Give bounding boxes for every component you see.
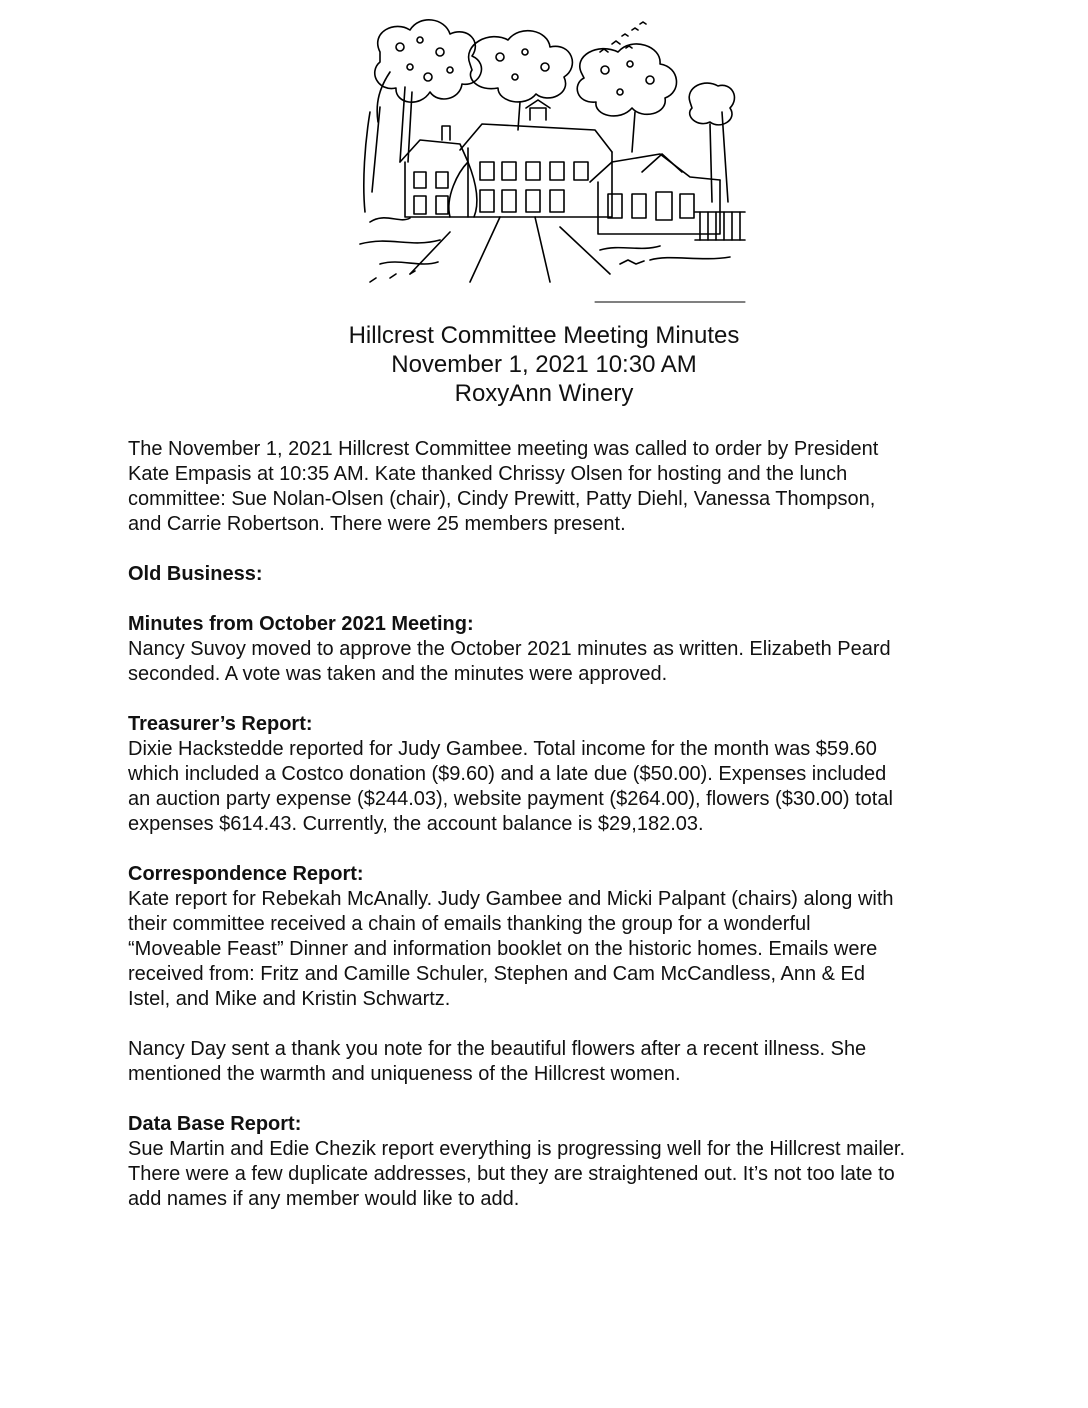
database-body: Sue Martin and Edie Chezik report everything is progressing well for the Hillcrest mailer. There were a few duplicate addresses, but they are straightened out. It’s not too late to add names if any member would like to add. — [128, 1138, 906, 1210]
minutes-section-heading: Minutes from October 2021 Meeting: — [128, 613, 474, 635]
minutes-section-body: Nancy Suvoy moved to approve the October 2021 minutes as written. Elizabeth Peard seconded. A vote was taken and the minutes were approved. — [128, 638, 891, 685]
meeting-date-time: November 1, 2021 10:30 AM — [391, 351, 697, 378]
old-business-heading: Old Business: — [128, 563, 263, 585]
database-heading: Data Base Report: — [128, 1113, 302, 1135]
correspondence-body: Kate report for Rebekah McAnally. Judy Gambee and Micki Palpant (chairs) along with their committee received a chain of emails thanking the group for a wonderful “Moveable Feast” Dinner and information booklet on the historic homes. Emails were received from: Fritz and Camille Schuler, Stephen and Cam McCandless, Ann & Ed Istel, and Mike and Kristin Schwartz. — [128, 888, 894, 1010]
minutes-body — [128, 437, 978, 1212]
correspondence-heading: Correspondence Report: — [128, 863, 364, 885]
title-block — [0, 321, 1088, 408]
intro-paragraph: The November 1, 2021 Hillcrest Committee meeting was called to order by President Kate Empasis at 10:35 AM. Kate thanked Chrissy Olsen for hosting and the lunch committee: Sue Nolan-Olsen (chair), Cindy Prewitt, Patty Diehl, Vanessa Thompson, and Carrie Robertson. There were 25 members present. — [128, 438, 879, 535]
treasurer-body: Dixie Hackstedde reported for Judy Gambee. Total income for the month was $59.60 which included a Costco donation ($9.60) and a late due ($50.00). Expenses included an auction party expense ($244.03), website payment ($264.00), flowers ($30.00) total expenses $614.43. Currently, the account balance is $29,182.03. — [128, 738, 893, 835]
hillcrest-house-illustration — [350, 12, 750, 304]
meeting-location: RoxyAnn Winery — [454, 380, 634, 407]
treasurer-heading: Treasurer’s Report: — [128, 713, 313, 735]
correspondence-body-2: Nancy Day sent a thank you note for the beautiful flowers after a recent illness. She mentioned the warmth and uniqueness of the Hillcrest women. — [128, 1038, 867, 1085]
document-title: Hillcrest Committee Meeting Minutes — [348, 322, 740, 349]
